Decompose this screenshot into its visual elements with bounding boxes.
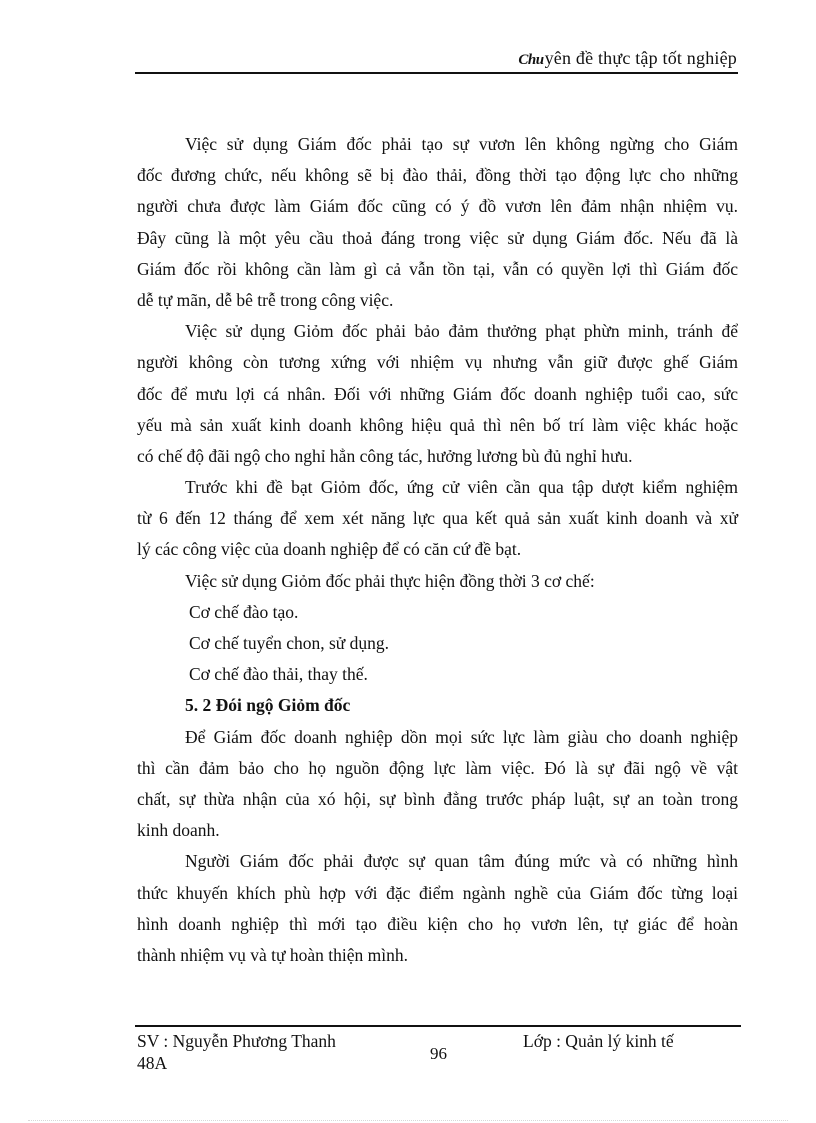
body-line: Để Giám đốc doanh nghiệp dồn mọi sức lực làm giàu cho doanh nghiệp bbox=[185, 726, 738, 747]
body-line: Việc sử dụng Giám đốc phải tạo sự vươn lên không ngừng cho Giám bbox=[185, 134, 738, 154]
page-edge-divider bbox=[28, 1120, 788, 1121]
body-line: hình doanh nghiệp thì mới tạo điều kiện cho họ vươn lên, tự giác để hoàn bbox=[137, 913, 738, 934]
body-line: Trước khi đề bạt Giỏm đốc, ứng cử viên cần qua tập dượt kiểm nghiệm bbox=[185, 477, 738, 498]
body-line: người không còn tương xứng với nhiệm vụ nhưng vẫn giữ được ghế Giám bbox=[137, 352, 738, 373]
body-line: Đây cũng là một yêu cầu thoả đáng trong việc sử dụng Giám đốc. Nếu đã là bbox=[137, 227, 738, 248]
footer-class-code: 48A bbox=[137, 1053, 168, 1073]
list-item: Cơ chế đào thải, thay thế. bbox=[189, 664, 368, 685]
body-line: yếu mà sản xuất kinh doanh không hiệu quả thì nên bố trí làm việc khác hoặc bbox=[137, 414, 738, 435]
body-line: Giám đốc rồi không cần làm gì cả vẫn tồn tại, vẫn có quyền lợi thì Giám đốc bbox=[137, 258, 738, 279]
body-line: thức khuyến khích phù hợp với đặc điểm ngành nghề của Giám đốc từng loại bbox=[137, 882, 738, 903]
running-header bbox=[518, 48, 737, 69]
body-line: đốc đương chức, nếu không sẽ bị đào thải, đồng thời tạo động lực cho những bbox=[137, 165, 738, 186]
footer-student-info bbox=[137, 1030, 377, 1074]
body-line: thành nhiệm vụ và tự hoàn thiện mình. bbox=[137, 944, 408, 965]
footer-divider bbox=[135, 1025, 741, 1027]
document-body bbox=[137, 129, 738, 971]
header-title: yên đề thực tập tốt nghiệp bbox=[544, 48, 737, 68]
body-line: kinh doanh. bbox=[137, 820, 220, 841]
footer-student-name: SV : Nguyễn Phương Thanh bbox=[137, 1031, 336, 1051]
body-line: dễ tự mãn, dễ bê trễ trong công việc. bbox=[137, 289, 394, 310]
header-script-prefix: Chu bbox=[518, 52, 544, 68]
list-item: Cơ chế đào tạo. bbox=[189, 601, 299, 622]
body-line: người chưa được làm Giám đốc cũng có ý đồ vươn lên đảm nhận nhiệm vụ. bbox=[137, 196, 738, 217]
header-divider bbox=[135, 72, 738, 74]
body-line: lý các công việc của doanh nghiệp để có căn cứ đề bạt. bbox=[137, 539, 522, 560]
body-line: Việc sử dụng Giỏm đốc phải thực hiện đồng thời 3 cơ chế: bbox=[185, 570, 595, 591]
body-line: chất, sự thừa nhận của xó hội, sự bình đẳng trước pháp luật, sự an toàn trong bbox=[137, 788, 738, 809]
body-line: thì cần đảm bảo cho họ nguồn động lực làm việc. Đó là sự đãi ngộ về vật bbox=[137, 757, 738, 778]
body-line: Người Giám đốc phải được sự quan tâm đúng mức và có những hình bbox=[185, 851, 738, 872]
list-item: Cơ chế tuyển chon, sử dụng. bbox=[189, 633, 390, 653]
body-line: đốc để mưu lợi cá nhân. Đối với những Giám đốc doanh nghiệp tuổi cao, sức bbox=[137, 383, 738, 404]
page-number: 96 bbox=[430, 1044, 447, 1063]
body-line: có chế độ đãi ngộ cho nghỉ hẳn công tác, hưởng lương bù đủ nghỉ hưu. bbox=[137, 445, 633, 466]
footer-class-label: Lớp : Quản lý kinh tế bbox=[523, 1031, 674, 1051]
body-line: Việc sử dụng Giỏm đốc phải bảo đảm thưởng phạt phừn minh, tránh để bbox=[185, 321, 738, 342]
section-heading: 5. 2 Đói ngộ Giỏm đốc bbox=[185, 695, 351, 716]
body-line: từ 6 đến 12 tháng để xem xét năng lực qua kết quả sản xuất kinh doanh và xử bbox=[137, 508, 738, 529]
